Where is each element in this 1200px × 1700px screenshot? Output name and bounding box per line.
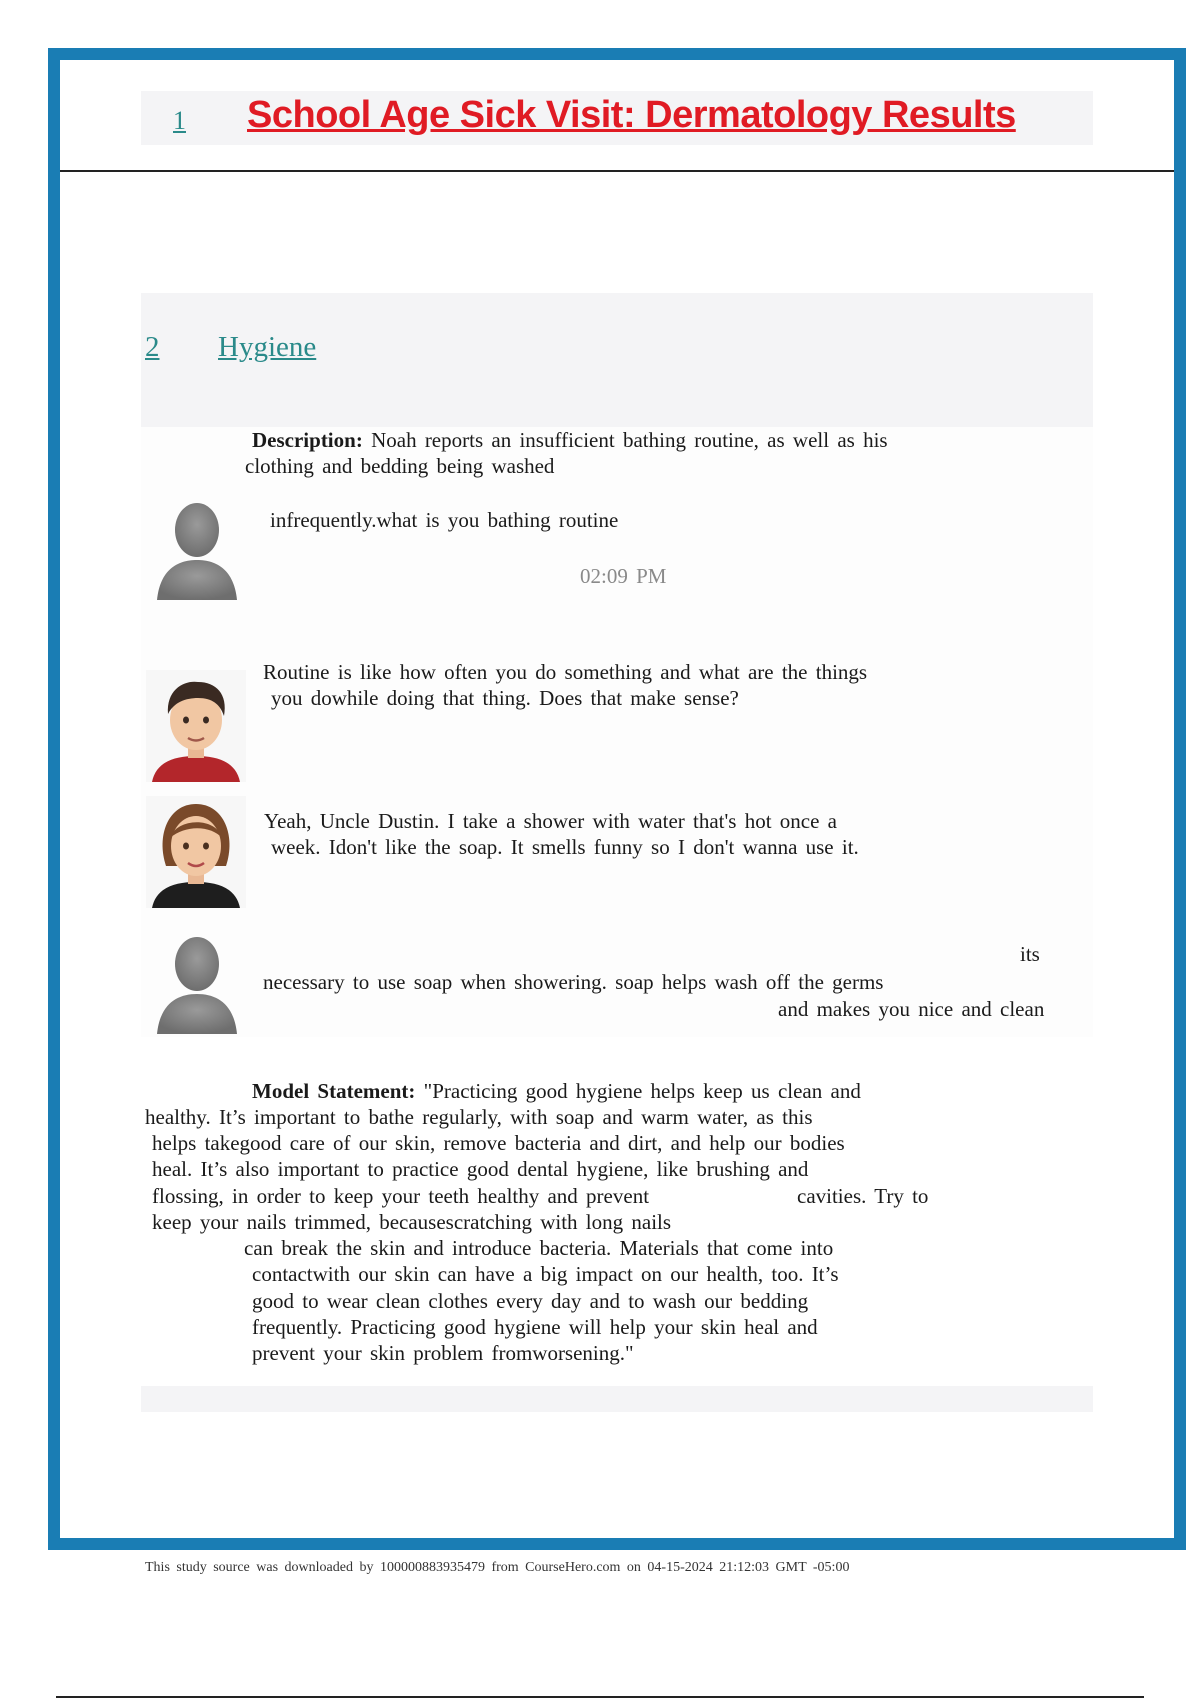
page-bottom-rule <box>56 1696 1144 1698</box>
message-1-text: infrequently.what is you bathing routine <box>270 508 619 532</box>
model-statement-text-1: "Practicing good hygiene helps keep us clean and <box>423 1079 861 1103</box>
description-label: Description: <box>252 428 363 452</box>
description-line-1 <box>252 427 888 453</box>
model-statement-line-2: healthy. It’s important to bathe regularly, with soap and warm water, as this <box>145 1105 813 1129</box>
section-footer-bar <box>141 1386 1093 1412</box>
model-statement-label: Model Statement: <box>252 1079 416 1103</box>
message-3-line-2: week. Idon't like the soap. It smells funny so I don't wanna use it. <box>271 835 859 859</box>
model-statement-line-6: keep your nails trimmed, becausescratching with long nails <box>152 1210 672 1234</box>
description-line-2: clothing and bedding being washed <box>245 454 555 478</box>
model-statement-line-3: helps takegood care of our skin, remove bacteria and dirt, and help our bodies <box>152 1131 845 1155</box>
page-title: School Age Sick Visit: Dermatology Results <box>247 94 1016 136</box>
model-statement-line-4: heal. It’s also important to practice good dental hygiene, like brushing and <box>152 1157 809 1181</box>
title-number-link[interactable]: 1 <box>173 106 186 135</box>
section-number-link[interactable]: 2 <box>145 331 160 363</box>
model-statement-line-10: frequently. Practicing good hygiene will help your skin heal and <box>252 1315 818 1339</box>
woman-avatar-icon <box>146 796 246 908</box>
description-text-1: Noah reports an insufficient bathing routine, as well as his <box>371 428 888 452</box>
model-statement-line-11: prevent your skin problem fromworsening." <box>252 1341 634 1365</box>
model-statement-line-1 <box>252 1078 861 1104</box>
model-statement-line-7: can break the skin and introduce bacteria. Materials that come into <box>244 1236 834 1260</box>
model-statement-line-5b: cavities. Try to <box>797 1184 929 1208</box>
boy-avatar-icon <box>146 670 246 782</box>
model-statement-line-8: contactwith our skin can have a big impact on our health, too. It’s <box>252 1262 839 1286</box>
message-1-timestamp: 02:09 PM <box>580 564 667 588</box>
section-title-link[interactable]: Hygiene <box>218 331 317 363</box>
message-2-line-2: you dowhile doing that thing. Does that make sense? <box>271 686 739 710</box>
message-4-line-3: and makes you nice and clean <box>778 997 1045 1021</box>
generic-user-icon <box>152 928 242 1034</box>
message-3-line-1: Yeah, Uncle Dustin. I take a shower with water that's hot once a <box>264 809 838 833</box>
model-statement-line-5: flossing, in order to keep your teeth healthy and prevent <box>152 1184 650 1208</box>
model-statement-line-9: good to wear clean clothes every day and to wash our bedding <box>252 1289 809 1313</box>
download-notice: This study source was downloaded by 100000883935479 from CourseHero.com on 04-15-2024 21:12:03 GMT -05:00 <box>145 1560 850 1575</box>
message-2-line-1: Routine is like how often you do something and what are the things <box>263 660 868 684</box>
generic-user-icon <box>152 494 242 600</box>
message-4-line-2: necessary to use soap when showering. soap helps wash off the germs <box>263 970 884 994</box>
message-4-line-1: its <box>1020 942 1040 966</box>
title-divider <box>60 170 1174 172</box>
